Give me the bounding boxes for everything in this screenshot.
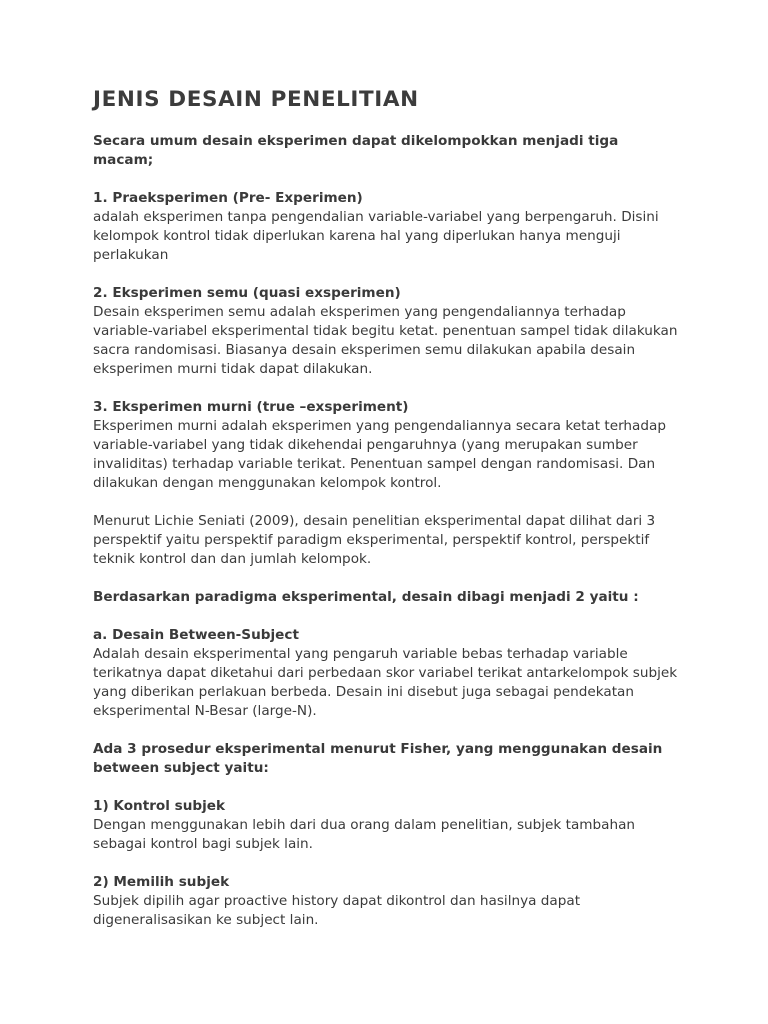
section-eksperimen-murni	[93, 398, 683, 493]
intro-text: Secara umum desain eksperimen dapat dikelompokkan menjadi tiga macam;	[93, 133, 619, 168]
fisher-paragraph	[93, 740, 683, 778]
paradigm-paragraph	[93, 588, 683, 607]
lichie-paragraph	[93, 512, 683, 569]
section-body: Adalah desain eksperimental yang pengaruh variable bebas terhadap variable terikatnya dapat diketahui dari perbedaan skor variabel terikat antarkelompok subjek yang diberikan perlakuan berbeda. Desain ini disebut juga sebagai pendekatan eksperimental N-Besar (large-N).	[93, 646, 678, 719]
procedure-memilih-subjek	[93, 873, 683, 930]
section-between-subject	[93, 626, 683, 721]
document-title: JENIS DESAIN PENELITIAN	[93, 87, 419, 112]
procedure-heading: 1) Kontrol subjek	[93, 798, 226, 814]
fisher-heading: Ada 3 prosedur eksperimental menurut Fisher, yang menggunakan desain between subject yaitu:	[93, 741, 663, 776]
section-eksperimen-semu	[93, 284, 683, 379]
procedure-heading: 2) Memilih subjek	[93, 874, 230, 890]
procedure-body: Subjek dipilih agar proactive history dapat dikontrol dan hasilnya dapat digeneralisasikan ke subject lain.	[93, 893, 581, 928]
section-heading: a. Desain Between-Subject	[93, 627, 299, 643]
procedure-body: Dengan menggunakan lebih dari dua orang dalam penelitian, subjek tambahan sebagai kontrol bagi subjek lain.	[93, 817, 636, 852]
section-body: Desain eksperimen semu adalah eksperimen yang pengendaliannya terhadap variable-variabel eksperimental tidak begitu ketat. penentuan sampel tidak dilakukan sacra randomisasi. Biasanya desain eksperimen semu dilakukan apabila desain eksperimen murni tidak dapat dilakukan.	[93, 304, 678, 377]
intro-paragraph	[93, 132, 683, 170]
document-page	[93, 86, 683, 949]
lichie-text: Menurut Lichie Seniati (2009), desain penelitian eksperimental dapat dilihat dari 3 perspektif yaitu perspektif paradigm eksperimental, perspektif kontrol, perspektif teknik kontrol dan dan jumlah kelompok.	[93, 513, 656, 567]
section-body: adalah eksperimen tanpa pengendalian variable-variabel yang berpengaruh. Disini kelompok kontrol tidak diperlukan karena hal yang diperlukan hanya menguji perlakukan	[93, 209, 659, 263]
section-heading: 2. Eksperimen semu (quasi exsperimen)	[93, 285, 401, 301]
section-body: Eksperimen murni adalah eksperimen yang pengendaliannya secara ketat terhadap variable-variabel yang tidak dikehendai pengaruhnya (yang merupakan sumber invaliditas) terhadap variable terikat. Penentuan sampel dengan randomisasi. Dan dilakukan dengan menggunakan kelompok kontrol.	[93, 418, 666, 491]
paradigm-heading: Berdasarkan paradigma eksperimental, desain dibagi menjadi 2 yaitu :	[93, 589, 639, 605]
section-heading: 3. Eksperimen murni (true –exsperiment)	[93, 399, 409, 415]
section-heading: 1. Praeksperimen (Pre- Experimen)	[93, 190, 363, 206]
procedure-kontrol-subjek	[93, 797, 683, 854]
section-praeksperimen	[93, 189, 683, 265]
